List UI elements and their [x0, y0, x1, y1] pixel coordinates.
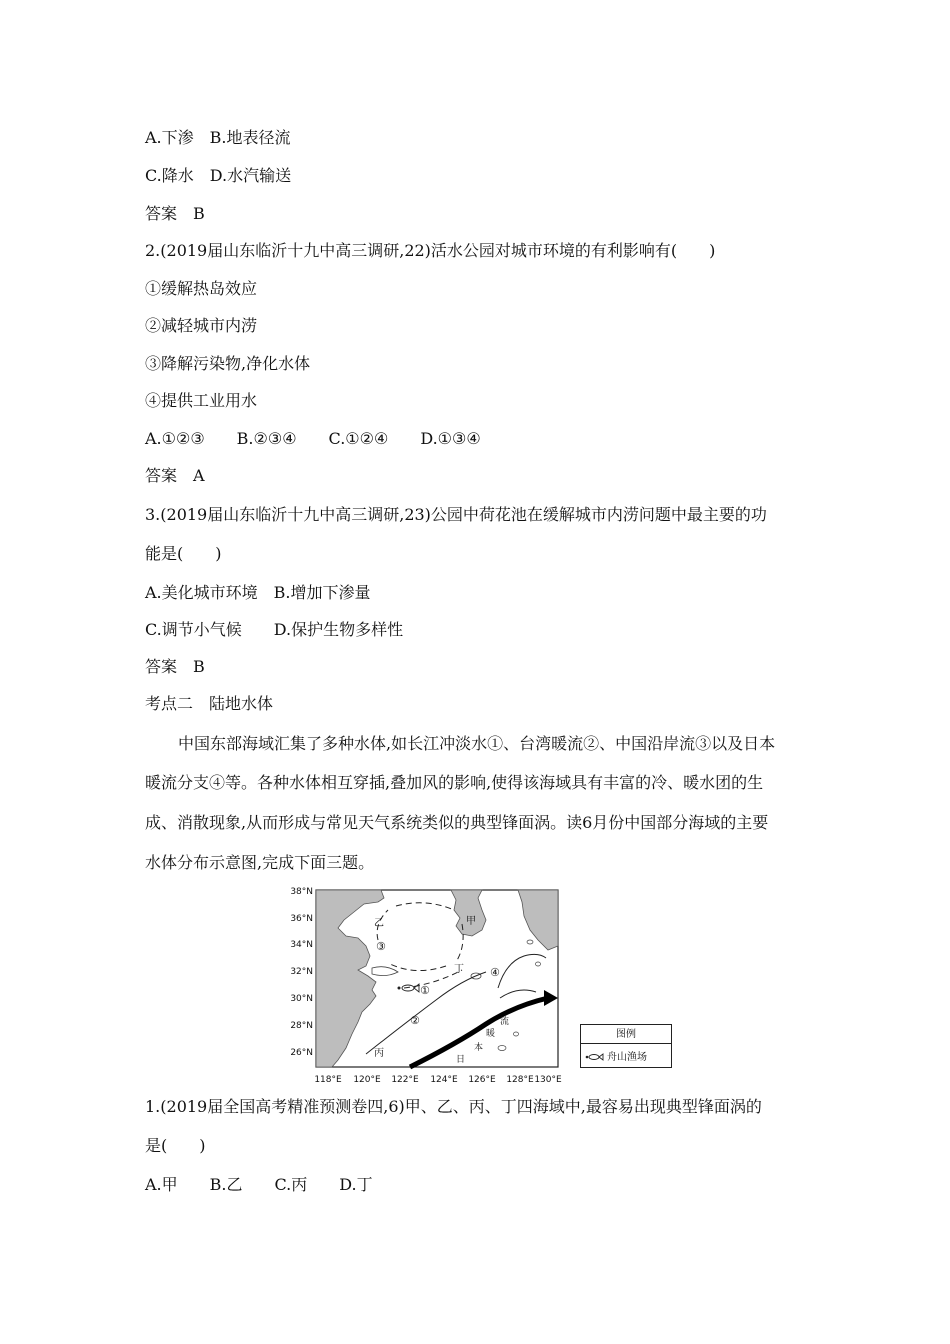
lon-label: 120°E	[353, 1075, 381, 1085]
q1-answer: 答案 B	[145, 204, 205, 223]
kuroshio-char: 流	[500, 1017, 510, 1027]
legend-title: 图例	[581, 1027, 671, 1044]
q3-stem-line-1: 3.(2019届山东临沂十九中高三调研,23)公园中荷花池在缓解城市内涝问题中最主要的功	[145, 505, 767, 524]
lat-label: 30°N	[290, 994, 313, 1004]
passage-line-2: 暖流分支④等。各种水体相互穿插,叠加风的影响,使得该海域具有丰富的冷、暖水团的生	[145, 773, 764, 792]
q3-answer: 答案 B	[145, 657, 205, 676]
current-label-4: ④	[490, 966, 500, 979]
kuroshio-char: 本	[474, 1043, 484, 1053]
section-title: 考点二 陆地水体	[145, 694, 274, 713]
q2-item-4: ④提供工业用水	[145, 391, 258, 410]
q3-options-line-1: A.美化城市环境 B.增加下渗量	[145, 583, 371, 602]
lon-label: 118°E	[314, 1075, 342, 1085]
lon-label: 126°E	[468, 1075, 496, 1085]
lon-label: 130°E	[534, 1075, 562, 1085]
legend-item-label: 舟山渔场	[607, 1052, 647, 1063]
q2-item-2: ②减轻城市内涝	[145, 316, 258, 335]
lat-label: 32°N	[290, 967, 313, 977]
q2-item-3: ③降解污染物,净化水体	[145, 354, 311, 373]
q3-stem-line-2: 能是( )	[145, 544, 222, 563]
region-label-bing: 丙	[374, 1048, 384, 1059]
lat-label: 38°N	[290, 887, 313, 897]
region-label-yi: 乙	[374, 918, 384, 929]
lat-label: 26°N	[290, 1048, 313, 1058]
q4-stem-line-1: 1.(2019届全国高考精准预测卷四,6)甲、乙、丙、丁四海域中,最容易出现典型锋面涡的	[145, 1097, 762, 1116]
q4-options: A.甲 B.乙 C.丙 D.丁	[145, 1175, 373, 1194]
lon-label: 122°E	[391, 1075, 419, 1085]
lon-label: 124°E	[430, 1075, 458, 1085]
kuroshio-char: 日	[456, 1055, 466, 1065]
q2-options: A.①②③ B.②③④ C.①②④ D.①③④	[145, 429, 481, 448]
region-label-ding: 丁	[454, 964, 464, 975]
q1-option-line-1: A.下渗 B.地表径流	[145, 128, 291, 147]
sea-water-body-map	[286, 884, 578, 1090]
passage-line-1: 中国东部海域汇集了多种水体,如长江冲淡水①、台湾暖流②、中国沿岸流③以及日本	[178, 734, 776, 753]
current-label-1: ①	[420, 984, 430, 997]
q2-stem: 2.(2019届山东临沂十九中高三调研,22)活水公园对城市环境的有利影响有( )	[145, 241, 716, 260]
passage-line-3: 成、消散现象,从而形成与常见天气系统类似的典型锋面涡。读6月份中国部分海域的主要	[145, 813, 769, 832]
passage-line-4: 水体分布示意图,完成下面三题。	[145, 853, 375, 872]
lat-label: 36°N	[290, 914, 313, 924]
kuroshio-char: 暖	[486, 1029, 496, 1039]
map-legend	[580, 1024, 672, 1068]
q4-stem-line-2: 是( )	[145, 1136, 206, 1155]
lat-label: 28°N	[290, 1021, 313, 1031]
current-label-2: ②	[410, 1014, 420, 1027]
q1-option-line-2: C.降水 D.水汽输送	[145, 166, 292, 185]
q3-options-line-2: C.调节小气候 D.保护生物多样性	[145, 620, 404, 639]
region-label-jia: 甲	[466, 916, 476, 927]
lat-label: 34°N	[290, 940, 313, 950]
fishery-legend-icon	[585, 1052, 605, 1062]
q2-item-1: ①缓解热岛效应	[145, 279, 258, 298]
lon-label: 128°E	[506, 1075, 534, 1085]
current-label-3: ③	[376, 940, 386, 953]
q2-answer: 答案 A	[145, 466, 205, 485]
